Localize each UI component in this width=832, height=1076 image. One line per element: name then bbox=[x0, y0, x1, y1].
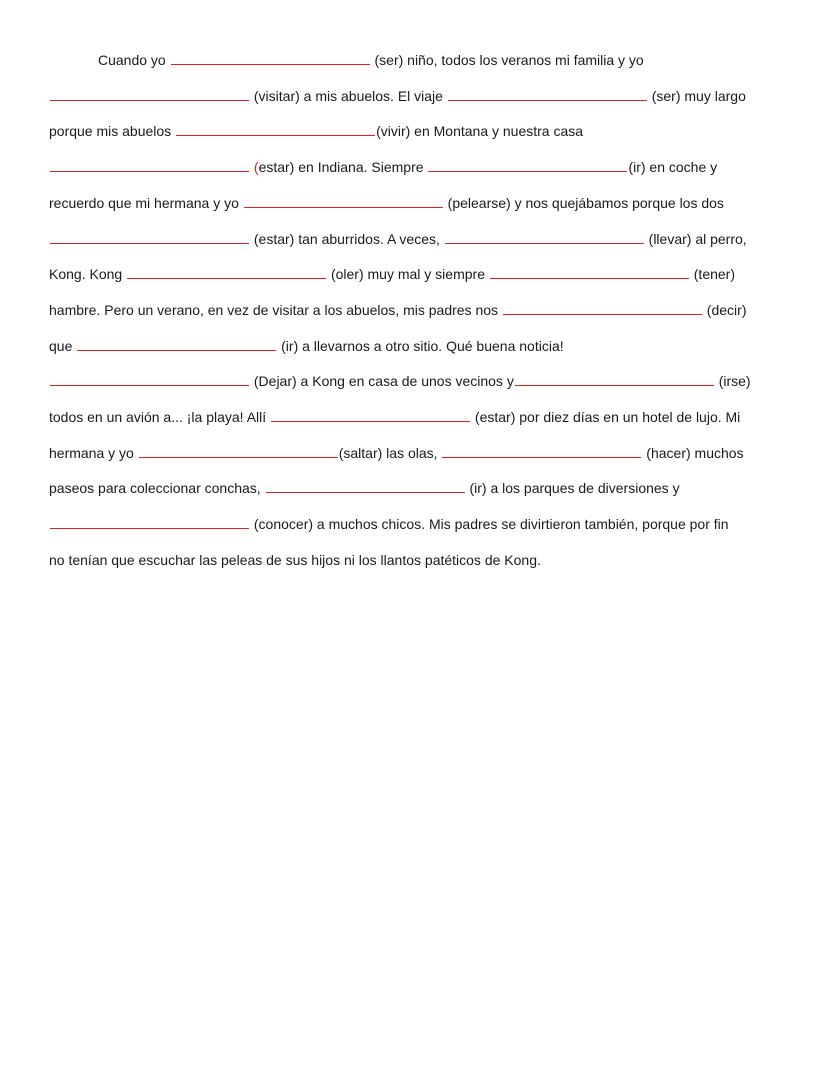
answer-blank[interactable] bbox=[176, 123, 375, 136]
text-line bbox=[49, 87, 746, 105]
sentence-text: estar) en Indiana. Siempre bbox=[258, 159, 428, 176]
sentence-text: Cuando yo bbox=[98, 52, 170, 68]
sentence-text: (irse) bbox=[714, 373, 751, 390]
text-line bbox=[49, 194, 724, 212]
sentence-text: (saltar) las olas, bbox=[338, 444, 442, 461]
text-line bbox=[49, 265, 735, 283]
sentence-text: (hacer) muchos bbox=[642, 444, 744, 461]
sentence-text: (ir) en coche y bbox=[628, 159, 718, 176]
answer-blank[interactable] bbox=[271, 409, 470, 422]
answer-blank[interactable] bbox=[50, 231, 249, 244]
text-line bbox=[49, 301, 746, 319]
answer-blank[interactable] bbox=[445, 231, 644, 244]
sentence-text: (estar) tan aburridos. A veces, bbox=[250, 230, 444, 247]
text-line bbox=[49, 408, 740, 426]
sentence-text: (vivir) en Montana y nuestra casa bbox=[376, 123, 584, 140]
answer-blank[interactable] bbox=[428, 159, 627, 172]
text-line bbox=[49, 122, 583, 140]
answer-blank[interactable] bbox=[266, 480, 465, 493]
answer-blank[interactable] bbox=[171, 52, 370, 65]
text-line bbox=[49, 444, 744, 462]
answer-blank[interactable] bbox=[139, 445, 338, 458]
sentence-text: (ir) a los parques de diversiones y bbox=[465, 480, 680, 497]
answer-blank[interactable] bbox=[442, 445, 641, 458]
sentence-text: paseos para coleccionar conchas, bbox=[49, 480, 265, 497]
sentence-text: (ir) a llevarnos a otro sitio. Qué buena noticia! bbox=[277, 337, 564, 354]
text-line bbox=[98, 51, 644, 69]
answer-blank[interactable] bbox=[50, 88, 249, 101]
answer-blank[interactable] bbox=[127, 266, 326, 279]
sentence-text: hermana y yo bbox=[49, 444, 138, 461]
sentence-text: Kong. Kong bbox=[49, 266, 127, 283]
sentence-text: (pelearse) y nos quejábamos porque los dos bbox=[443, 194, 724, 211]
answer-blank[interactable] bbox=[50, 159, 249, 172]
answer-blank[interactable] bbox=[50, 373, 249, 386]
sentence-text: (ser) muy largo bbox=[647, 87, 746, 104]
sentence-text: no tenían que escuchar las peleas de sus hijos ni los llantos patéticos de Kong. bbox=[49, 551, 541, 568]
answer-blank[interactable] bbox=[244, 195, 443, 208]
text-line bbox=[49, 515, 729, 533]
answer-blank[interactable] bbox=[448, 88, 647, 101]
text-line bbox=[49, 479, 680, 497]
answer-blank[interactable] bbox=[490, 266, 689, 279]
text-line bbox=[49, 337, 564, 355]
sentence-text: que bbox=[49, 337, 77, 354]
sentence-text: (visitar) a mis abuelos. El viaje bbox=[250, 87, 447, 104]
sentence-text: (decir) bbox=[702, 301, 747, 318]
sentence-text: (oler) muy mal y siempre bbox=[327, 266, 489, 283]
answer-blank[interactable] bbox=[515, 373, 714, 386]
sentence-text: (tener) bbox=[689, 266, 735, 283]
text-line bbox=[49, 230, 747, 248]
red-parenthesis: ( bbox=[253, 159, 259, 176]
text-line bbox=[49, 158, 717, 176]
text-line bbox=[49, 551, 541, 569]
answer-blank[interactable] bbox=[77, 338, 276, 351]
answer-blank[interactable] bbox=[503, 302, 702, 315]
sentence-text: (estar) por diez días en un hotel de lujo. Mi bbox=[471, 409, 741, 425]
sentence-text: todos en un avión a... ¡la playa! Allí bbox=[49, 409, 271, 425]
sentence-text: porque mis abuelos bbox=[49, 123, 176, 140]
answer-blank[interactable] bbox=[50, 516, 249, 529]
sentence-text: recuerdo que mi hermana y yo bbox=[49, 194, 243, 211]
sentence-text: hambre. Pero un verano, en vez de visitar a los abuelos, mis padres nos bbox=[49, 301, 502, 318]
sentence-text: (conocer) a muchos chicos. Mis padres se divirtieron también, porque por fin bbox=[250, 516, 729, 533]
sentence-text: (Dejar) a Kong en casa de unos vecinos y bbox=[250, 373, 514, 390]
sentence-text: (ser) niño, todos los veranos mi familia y yo bbox=[370, 52, 644, 68]
text-line bbox=[49, 372, 751, 390]
sentence-text: (llevar) al perro, bbox=[644, 230, 747, 247]
